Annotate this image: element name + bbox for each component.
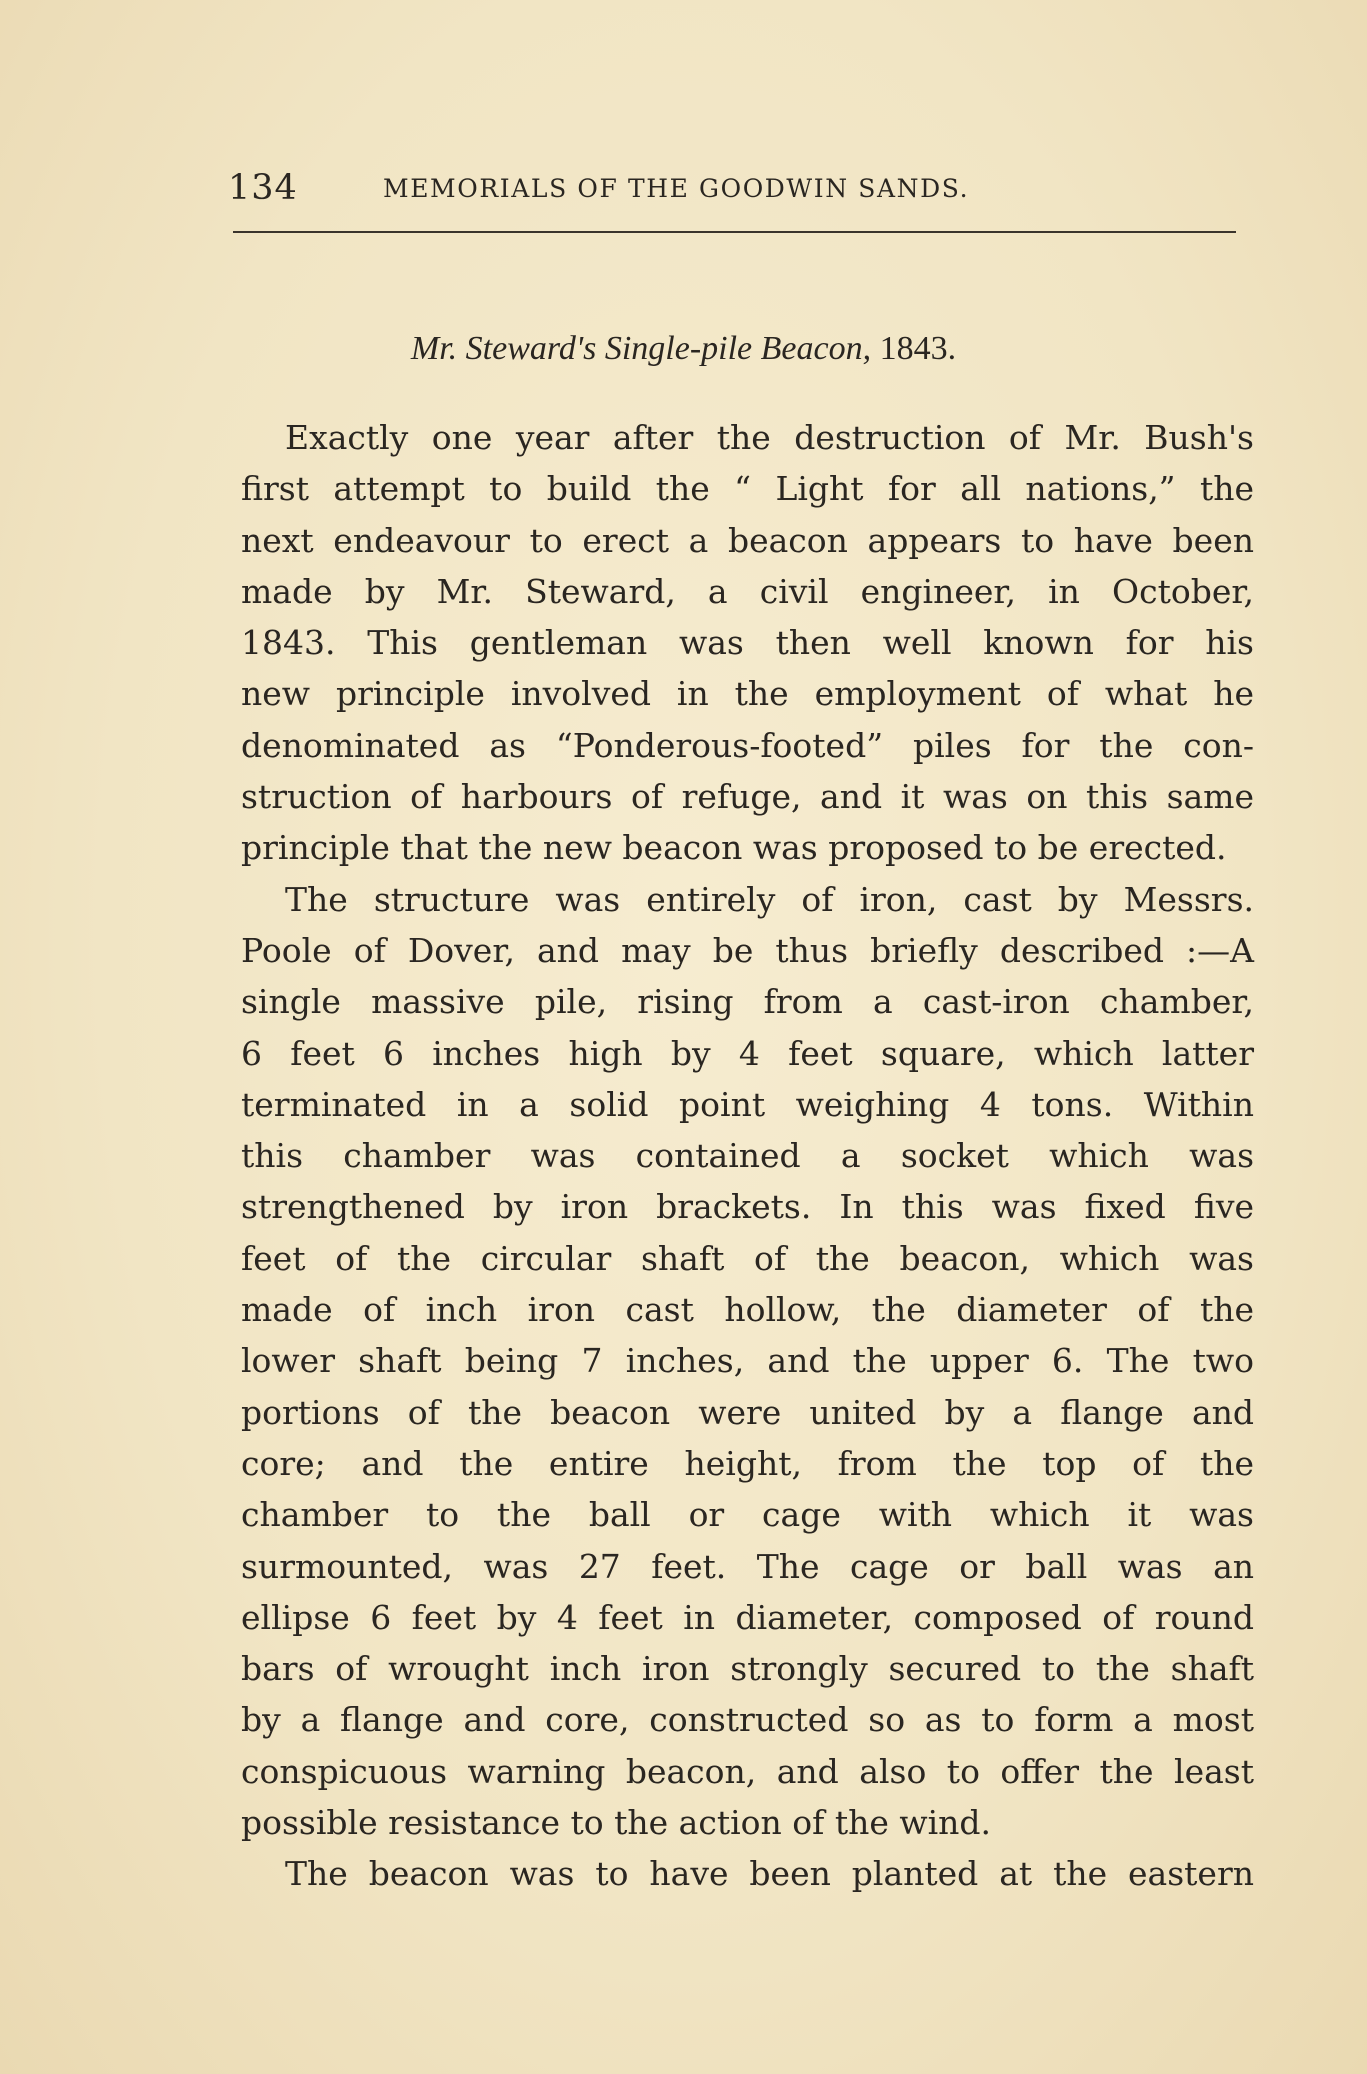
text-line: principle that the new beacon was proposed to be erected. [241,828,1227,868]
text-line: surmounted, was 27 feet. The cage or ball was an [241,1546,1254,1586]
text-line: new principle involved in the employment of what he [241,674,1254,714]
text-line: made of inch iron cast hollow, the diameter of the [241,1290,1254,1330]
page-number: 134 [228,168,298,208]
text-line: first attempt to build the “ Light for all nations,” the [241,469,1254,509]
section-title [0,330,1367,368]
text-line: The beacon was to have been planted at the eastern [285,1854,1254,1894]
text-line: 6 feet 6 inches high by 4 feet square, which latter [241,1033,1254,1073]
text-line: conspicuous warning beacon, and also to offer the least [241,1751,1254,1791]
text-line: portions of the beacon were united by a flange and [241,1392,1254,1432]
text-line: next endeavour to erect a beacon appears to have been [241,520,1254,560]
text-line: lower shaft being 7 inches, and the upper 6. The two [241,1341,1254,1381]
text-line: bars of wrought inch iron strongly secured to the shaft [241,1649,1254,1689]
section-title-italic: Mr. Steward's Single-pile Beacon, [410,330,872,367]
text-line: 1843. This gentleman was then well known for his [241,623,1254,663]
header-rule [233,231,1236,233]
text-line: Exactly one year after the destruction of Mr. Bush's [285,418,1254,457]
page-header [228,168,1233,214]
text-line: single massive pile, rising from a cast-iron chamber, [241,982,1254,1022]
text-line: this chamber was contained a socket which was [241,1136,1254,1176]
text-line: feet of the circular shaft of the beacon, which was [241,1238,1254,1278]
body-text [241,412,1254,1900]
text-line: by a flange and core, constructed so as to form a most [241,1700,1254,1740]
text-line: denominated as “Ponderous-footed” piles for the con- [241,725,1254,765]
text-line: possible resistance to the action of the wind. [241,1803,992,1843]
text-line: chamber to the ball or cage with which it was [241,1495,1254,1535]
text-line: strengthened by iron brackets. In this was fixed five [241,1187,1254,1227]
text-line: The structure was entirely of iron, cast by Messrs. [285,879,1254,919]
text-line: Poole of Dover, and may be thus briefly described :—A [241,930,1254,970]
text-line: ellipse 6 feet by 4 feet in diameter, composed of round [241,1597,1254,1637]
text-line: core; and the entire height, from the top of the [241,1443,1254,1483]
running-title: MEMORIALS OF THE GOODWIN SANDS. [383,174,970,203]
section-title-year: 1843. [879,330,957,367]
text-line: terminated in a solid point weighing 4 tons. Within [241,1084,1254,1124]
text-line: made by Mr. Steward, a civil engineer, in October, [241,571,1254,611]
text-line: struction of harbours of refuge, and it was on this same [241,777,1254,817]
